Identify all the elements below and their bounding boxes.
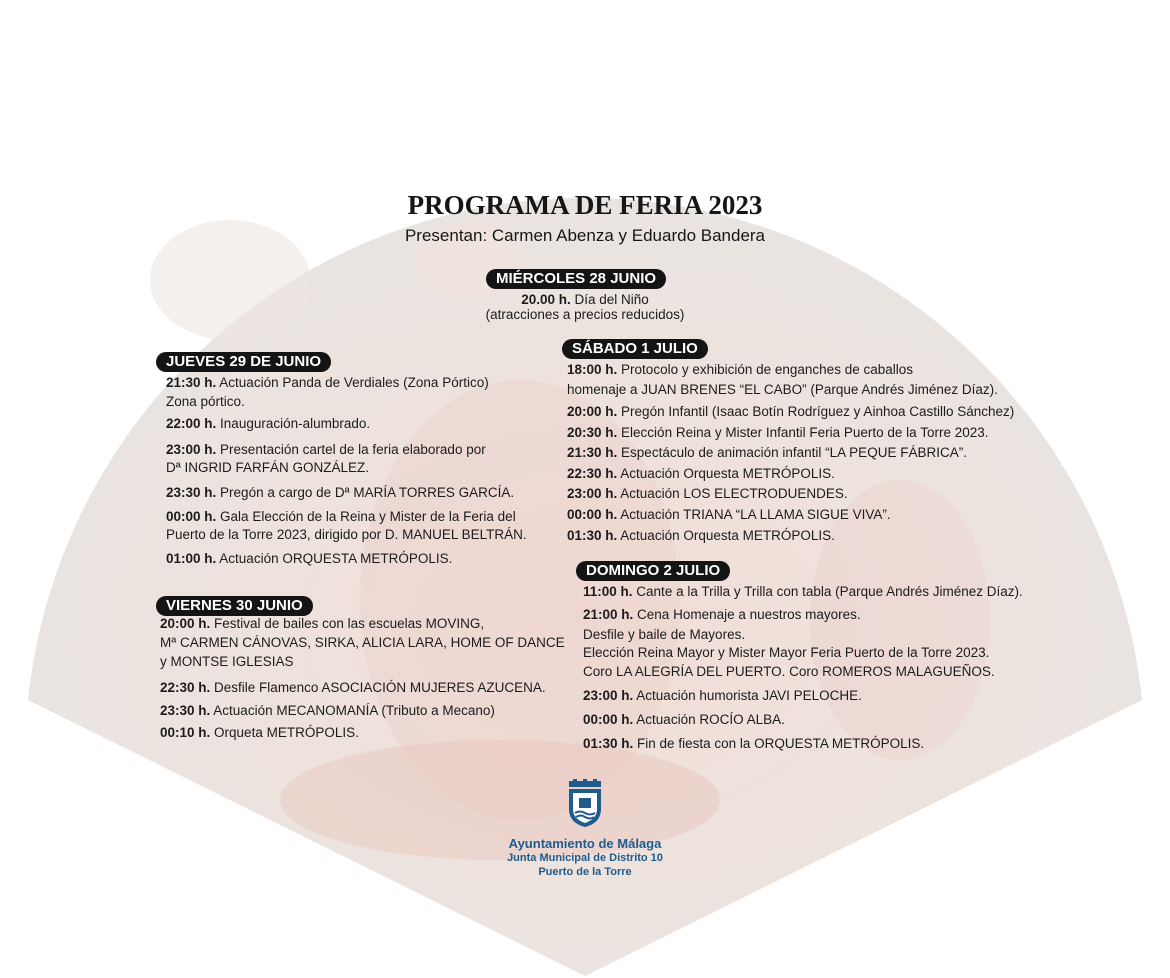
event-line: 01:30 h. Actuación Orquesta METRÓPOLIS. — [567, 528, 835, 543]
event-line: 22:30 h. Actuación Orquesta METRÓPOLIS. — [567, 466, 835, 481]
event-line: 23:30 h. Pregón a cargo de Dª MARÍA TORRES GARCÍA. — [166, 485, 515, 500]
event-line: 01:00 h. Actuación ORQUESTA METRÓPOLIS. — [166, 551, 453, 566]
page-title: PROGRAMA DE FERIA 2023 — [407, 190, 763, 220]
day-heading-wednesday: MIÉRCOLES 28 JUNIO — [486, 269, 666, 289]
event-line: Desfile y baile de Mayores. — [583, 627, 746, 642]
event-line: 23:30 h. Actuación MECANOMANÍA (Tributo a Mecano) — [160, 703, 495, 718]
event-line: 01:30 h. Fin de fiesta con la ORQUESTA METRÓPOLIS. — [583, 736, 925, 751]
event-line: Puerto de la Torre 2023, dirigido por D. MANUEL BELTRÁN. — [166, 527, 527, 542]
coat-of-arms-icon — [566, 779, 604, 829]
event-line: y MONTSE IGLESIAS — [160, 654, 294, 669]
event-line: Dª INGRID FARFÁN GONZÁLEZ. — [166, 460, 370, 475]
event-line: 21:30 h. Actuación Panda de Verdiales (Zona Pórtico) — [166, 375, 489, 390]
event-line: 23:00 h. Presentación cartel de la feria elaborado por — [166, 442, 486, 457]
logo-title: Ayuntamiento de Málaga — [508, 836, 662, 851]
event-line: 22:00 h. Inauguración-alumbrado. — [166, 416, 371, 431]
presenters-subtitle: Presentan: Carmen Abenza y Eduardo Bandera — [404, 226, 766, 245]
event-line: 20:00 h. Pregón Infantil (Isaac Botín Rodríguez y Ainhoa Castillo Sánchez) — [567, 404, 1015, 419]
event-line: 11:00 h. Cante a la Trilla y Trilla con tabla (Parque Andrés Jiménez Díaz). — [583, 584, 1023, 599]
event-line: (atracciones a precios reducidos) — [485, 307, 685, 322]
event-line: 20.00 h. Día del Niño — [521, 292, 649, 307]
event-line: 00:10 h. Orqueta METRÓPOLIS. — [160, 725, 359, 740]
event-line: 23:00 h. Actuación humorista JAVI PELOCHE. — [583, 688, 862, 703]
logo-subtitle: Junta Municipal de Distrito 10 — [507, 852, 663, 864]
day-heading-thursday: JUEVES 29 DE JUNIO — [156, 352, 331, 372]
event-line: 00:00 h. Gala Elección de la Reina y Mister de la Feria del — [166, 509, 516, 524]
event-line: 22:30 h. Desfile Flamenco ASOCIACIÓN MUJERES AZUCENA. — [160, 680, 546, 695]
event-line: Mª CARMEN CÁNOVAS, SIRKA, ALICIA LARA, HOME OF DANCE — [160, 635, 565, 650]
event-line: 20:30 h. Elección Reina y Mister Infantil Feria Puerto de la Torre 2023. — [567, 425, 989, 440]
event-line: 21:00 h. Cena Homenaje a nuestros mayores. — [583, 607, 861, 622]
event-line: 21:30 h. Espectáculo de animación infantil “LA PEQUE FÁBRICA”. — [567, 445, 967, 460]
event-line: Elección Reina Mayor y Mister Mayor Feria Puerto de la Torre 2023. — [583, 645, 990, 660]
event-line: 00:00 h. Actuación ROCÍO ALBA. — [583, 712, 785, 727]
event-line: Coro LA ALEGRÍA DEL PUERTO. Coro ROMEROS MALAGUEÑOS. — [583, 664, 995, 679]
event-line: 00:00 h. Actuación TRIANA “LA LLAMA SIGUE VIVA”. — [567, 507, 891, 522]
event-line: 23:00 h. Actuación LOS ELECTRODUENDES. — [567, 486, 848, 501]
day-heading-saturday: SÁBADO 1 JULIO — [562, 339, 708, 359]
day-heading-friday: VIERNES 30 JUNIO — [156, 596, 313, 616]
day-heading-sunday: DOMINGO 2 JULIO — [576, 561, 730, 581]
event-line: Zona pórtico. — [166, 394, 245, 409]
event-line: 20:00 h. Festival de bailes con las escuelas MOVING, — [160, 616, 485, 631]
event-line: homenaje a JUAN BRENES “EL CABO” (Parque Andrés Jiménez Díaz). — [567, 382, 998, 397]
logo-location: Puerto de la Torre — [538, 866, 632, 878]
event-line: 18:00 h. Protocolo y exhibición de enganches de caballos — [567, 362, 913, 377]
